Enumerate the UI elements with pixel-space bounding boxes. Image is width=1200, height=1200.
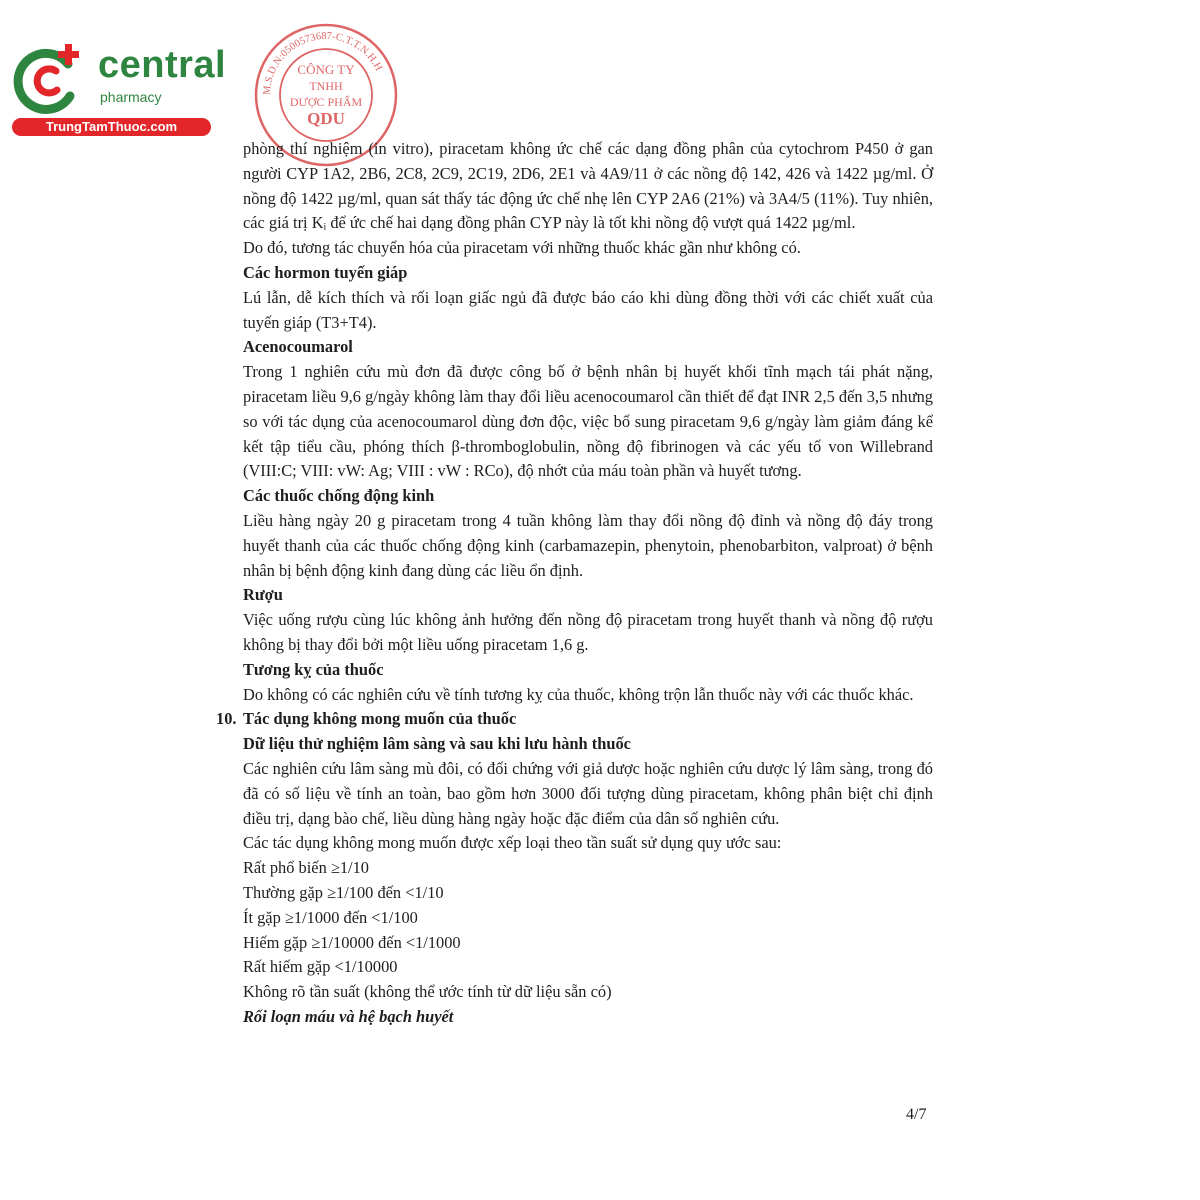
heading-incompatibility: Tương kỵ của thuốc <box>243 659 384 679</box>
section-heading-adverse-effects <box>216 707 933 732</box>
frequency-common: Thường gặp ≥1/100 đến <1/10 <box>243 882 444 902</box>
heading-thyroid: Các hormon tuyến giáp <box>243 262 408 282</box>
heading-alcohol: Rượu <box>243 585 283 605</box>
section-title: Tác dụng không mong muốn của thuốc <box>243 709 517 729</box>
stamp-ring-text: M.S.D.N:0500573687-C.T.T.N.H.H <box>261 30 384 96</box>
stamp-line-4: QDU <box>307 109 345 128</box>
document-body <box>216 137 933 1030</box>
brand-subtitle: pharmacy <box>100 89 162 105</box>
paragraph-thyroid: Lú lẫn, dễ kích thích và rối loạn giấc ngủ đã được báo cáo khi dùng đồng thời với các chiết xuất của tuyến giáp (T3+T4). <box>243 287 933 332</box>
paragraph-metabolic: Do đó, tương tác chuyển hóa của piracetam với những thuốc khác gần như không có. <box>243 238 801 258</box>
brand-website: TrungTamThuoc.com <box>12 118 211 136</box>
page-number: 4/7 <box>906 1106 927 1123</box>
heading-anticonvulsants: Các thuốc chống động kinh <box>243 486 435 506</box>
paragraph-acenocoumarol: Trong 1 nghiên cứu mù đơn đã được công bố ở bệnh nhân bị huyết khối tĩnh mạch tái phát nặng, piracetam liều 9,6 g/ngày không làm thay đổi liều acenocoumarol cần thiết để đạt INR 2,5 đến 3,5 nhưng so với tác dụng của acenocoumarol dùng đơn độc, việc bổ sung piracetam 9,6 g/ngày làm giảm đáng kể kết tập tiểu cầu, phóng thích β-thromboglobulin, nồng độ fibrinogen và các yếu tố von Willebrand (VIII:C; VIII: vW: Ag; VIII : vW : RCo), độ nhớt của máu toàn phần và huyết tương. <box>243 362 933 481</box>
pharmacy-cross-icon <box>10 40 90 120</box>
heading-blood-disorders: Rối loạn máu và hệ bạch huyết <box>243 1006 454 1026</box>
frequency-rare: Hiếm gặp ≥1/10000 đến <1/1000 <box>243 932 461 952</box>
central-pharmacy-logo <box>10 38 227 138</box>
heading-acenocoumarol: Acenocoumarol <box>243 337 353 357</box>
paragraph-clinical-data: Các nghiên cứu lâm sàng mù đôi, có đối chứng với giả dược hoặc nghiên cứu dược lý lâm sàng, trong đó đã có số liệu về tính an toàn, bao gồm hơn 3000 đối tượng dùng piracetam, không phân biệt chỉ định điều trị, dạng bào chế, liều dùng hàng ngày hoặc đặc điểm của dân số nghiên cứu. <box>243 758 933 828</box>
frequency-very-common: Rất phổ biến ≥1/10 <box>243 858 369 878</box>
frequency-very-rare: Rất hiếm gặp <1/10000 <box>243 957 398 977</box>
section-number: 10. <box>216 709 237 729</box>
frequency-uncommon: Ít gặp ≥1/1000 đến <1/100 <box>243 907 418 927</box>
frequency-unknown: Không rõ tần suất (không thể ước tính từ dữ liệu sẵn có) <box>243 982 612 1002</box>
paragraph-classification: Các tác dụng không mong muốn được xếp loại theo tần suất sử dụng quy ước sau: <box>243 833 782 853</box>
heading-clinical-data: Dữ liệu thử nghiệm lâm sàng và sau khi lưu hành thuốc <box>243 734 631 754</box>
paragraph-alcohol: Việc uống rượu cùng lúc không ảnh hưởng đến nồng độ piracetam trong huyết thanh và nồng độ rượu không bị thay đổi bởi một liều uống piracetam 1,6 g. <box>243 610 933 654</box>
stamp-line-1: CÔNG TY <box>297 62 355 77</box>
brand-name: central <box>98 44 227 86</box>
paragraph-incompatibility: Do không có các nghiên cứu về tính tương kỵ của thuốc, không trộn lẫn thuốc này với các thuốc khác. <box>243 684 914 704</box>
stamp-line-2: TNHH <box>309 79 343 93</box>
paragraph-cyp: phòng thí nghiệm (in vitro), piracetam không ức chế các dạng đồng phân của cytochrom P450 ở gan người CYP 1A2, 2B6, 2C8, 2C9, 2C19, 2D6, 2E1 và 4A9/11 ở các nồng độ 142, 426 và 1422 µg/ml. Ở nồng độ 1422 µg/ml, quan sát thấy tác động ức chế nhẹ lên CYP 2A6 (21%) và 3A4/5 (11%). Tuy nhiên, các giá trị Kᵢ để ức chế hai dạng đồng phân CYP này là tốt khi nồng độ vượt quá 1422 µg/ml. <box>243 139 933 233</box>
paragraph-anticonvulsants: Liều hàng ngày 20 g piracetam trong 4 tuần không làm thay đổi nồng độ đỉnh và nồng độ đáy trong huyết thanh của các thuốc chống động kinh (carbamazepin, phenytoin, phenobarbiton, valproat) ở bệnh nhân bị bệnh động kinh đang dùng các liều ổn định. <box>243 510 933 580</box>
stamp-line-3: DƯỢC PHẨM <box>289 95 363 109</box>
